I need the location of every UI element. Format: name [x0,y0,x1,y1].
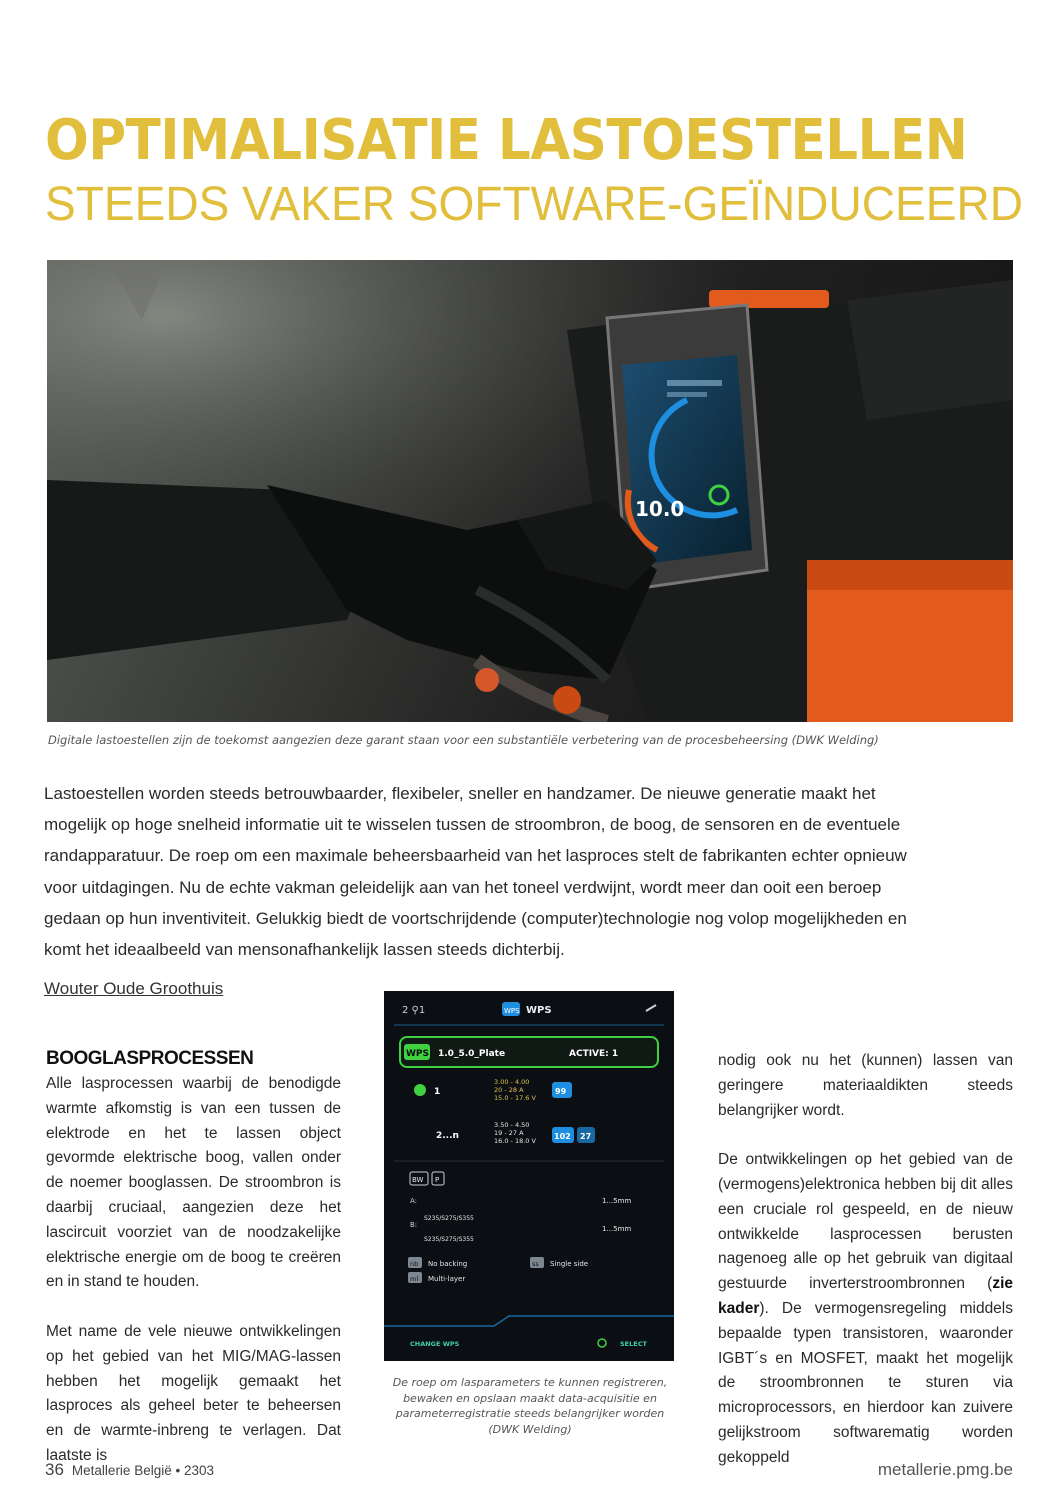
check-icon [414,1084,426,1096]
publication-name: Metallerie België • 2303 [71,1463,214,1478]
hero-photo [47,260,1013,722]
pass2-line-1: 3.50 - 4.50 [494,1121,530,1129]
option-1-badge: nb [410,1260,419,1268]
joint-badge-2: P [435,1176,440,1184]
wps-header-title: WPS [526,1005,552,1016]
website-link[interactable]: metallerie.pmg.be [877,1460,1013,1479]
material-b-label: B: [410,1221,418,1229]
right-paragraph-2 [718,1148,1013,1470]
joint-badge-1: BW [412,1176,424,1184]
wps-selected-name: 1.0_5.0_Plate [438,1049,506,1059]
left-column [46,1046,341,1469]
material-b-thickness: 1...5mm [602,1225,632,1233]
change-wps-button[interactable]: CHANGE WPS [410,1340,460,1348]
material-a-label: A: [410,1197,418,1205]
right-paragraph-2-start: De ontwikkelingen op het gebied van de (vermogens)elektronica hebben bij dit alles een cruciale rol gespeeld, en de nieuw ontwikkelde lasprocessen berusten nagenoeg alle op het gebruik van digitaal gestuurde inverterstroombronnen ( [718,1151,1013,1293]
hero-caption: Digitale lastoestellen zijn de toekomst aangezien deze garant staan voor een substantiële verbetering van de procesbeheersing (DWK Welding) [48,733,879,747]
author-link[interactable]: Wouter Oude Groothuis [44,979,224,998]
material-b: S235/S275/S355 [424,1236,474,1243]
back-icon [646,1005,656,1011]
option-1: No backing [428,1260,468,1268]
pass1-badge: 99 [555,1087,567,1096]
option-2-badge: ml [410,1275,419,1283]
right-column [718,1049,1013,1471]
material-a: S235/S275/S355 [424,1215,474,1222]
wps-screen-image [384,991,674,1361]
page-number: 36 [45,1460,64,1479]
screen-caption: De roep om lasparameters te kunnen registreren, bewaken en opslaan maakt data-acquisitie en parameterregistratie steeds belangrijker worden (DWK Welding) [392,1376,668,1436]
pass2-label: 2...n [436,1131,459,1141]
wps-active: ACTIVE: 1 [569,1049,619,1059]
wps-screen-illustration [384,991,674,1361]
pass1-label: 1 [434,1087,441,1097]
knob-icon [598,1339,606,1347]
pass1-line-1: 3.00 - 4.00 [494,1078,530,1086]
lead-paragraph: Lastoestellen worden steeds betrouwbaarder, flexibeler, sneller en handzamer. De nieuwe generatie maakt het mogelijk op hoge snelheid informatie uit te wisselen tussen de stroombron, de boog, de sensoren en de eventuele randapparatuur. De roep om een maximale beheersbaarheid van het lasproces stelt de fabrikanten echter opnieuw voor uitdagingen. Nu de echte vakman geleidelijk aan van het toneel verdwijnt, wordt meer dan ooit een beroep gedaan op hun inventiviteit. Gelukkig biedt de voortschrijdende (computer)technologie nog volop mogelijkheden en komt het ideaalbeeld van mensonafhankelijk lassen steeds dichterbij. [44,784,907,960]
zie-kader-link[interactable]: zie kader [718,1275,1013,1317]
pass2-badge-1: 102 [554,1132,571,1141]
left-paragraph-1: Alle lasprocessen waarbij de benodigde warmte afkomstig is van een tussen de elektrode en het te lassen object gevormde elektrische boog, vallen onder de noemer booglassen. De stroombron is daarbij cruciaal, aangezien deze het lascircuit voorziet van de noodzakelijke elektrische energie om de boog te creëren en in stand te houden. [46,1075,341,1291]
left-paragraph-2: Met name de vele nieuwe ontwikkelingen op het gebied van het MIG/MAG-lassen hebben het mogelijk gemaakt het lasproces als geheel beter te beheersen en de warmte-inbreng te verlagen. Dat laatste is [46,1322,341,1464]
material-a-thickness: 1...5mm [602,1197,632,1205]
wps-header-badge: WPS [504,1007,520,1015]
right-paragraph-2-end: ). De vermogensregeling middels bepaalde typen transistoren, waaronder IGBT´s en MOSFET, maakt het mogelijk de stroombronnen te sturen via microprocessors, en hierdoor kan zuivere gelijkstroom softwarematig worden gekoppeld [718,1299,1013,1466]
pass2-badge-2: 27 [580,1132,592,1141]
pass1-line-3: 15.0 - 17.6 V [494,1094,536,1102]
pass2-line-2: 19 - 27 A [494,1129,524,1137]
section-heading: BOOGLASPROCESSEN [46,1048,254,1069]
wps-selected-badge: WPS [406,1049,430,1059]
footer-left [45,1460,214,1480]
option-2: Multi-layer [428,1275,466,1283]
option-3-badge: ss [532,1260,539,1268]
pass1-line-2: 20 - 28 A [494,1086,524,1094]
select-button[interactable]: SELECT [620,1340,647,1348]
pass2-line-3: 16.0 - 18.0 V [494,1137,536,1145]
article-subtitle: STEEDS VAKER SOFTWARE-GEÏNDUCEERD [45,178,1024,231]
welding-machine-illustration [47,260,1013,722]
option-3: Single side [550,1260,589,1268]
article-title: OPTIMALISATIE LASTOESTELLEN [45,108,968,173]
right-paragraph-1: nodig ook nu het (kunnen) lassen van geringere materiaaldikten steeds belangrijker wordt. [718,1052,1013,1119]
hero-screen-value: 10.0 [635,497,685,521]
wps-status-left: 2 ⚲1 [402,1005,426,1016]
